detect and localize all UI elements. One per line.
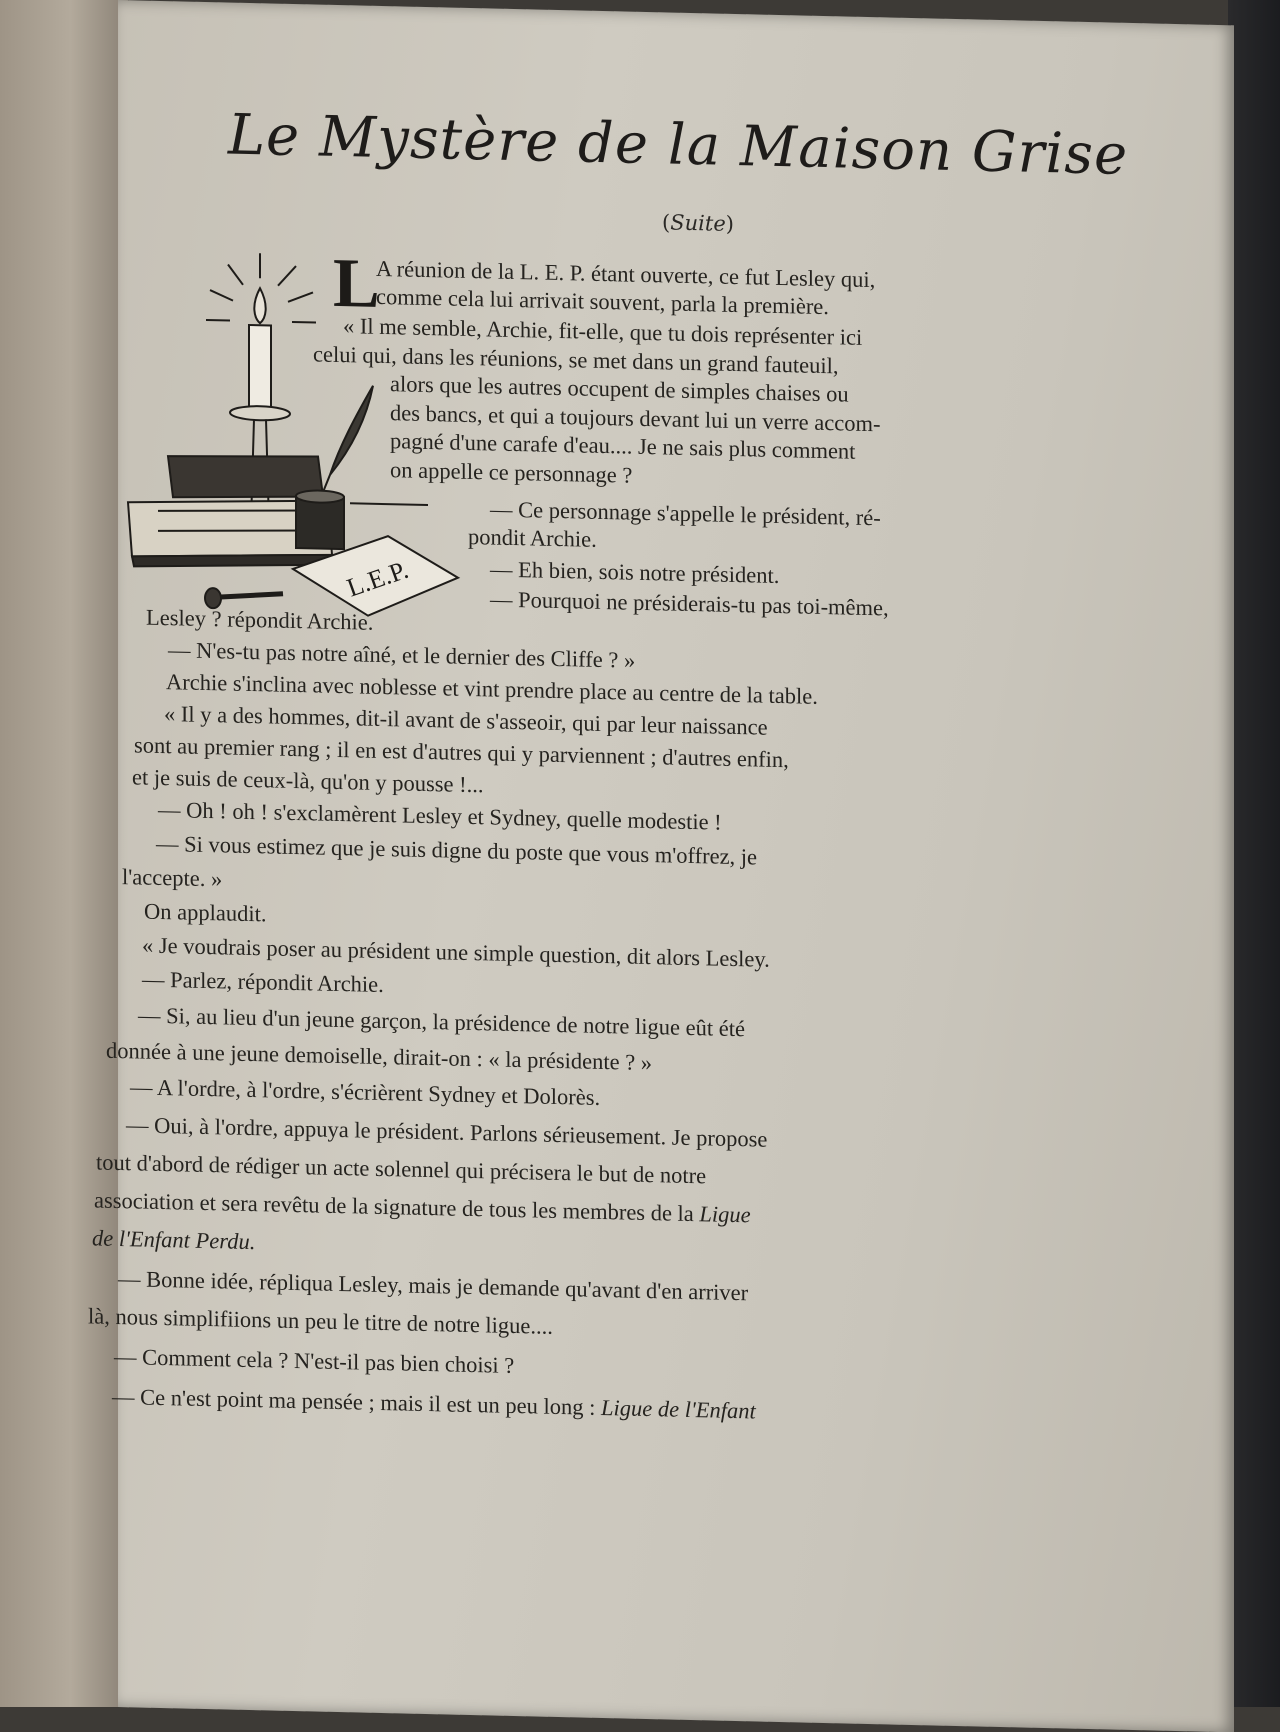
page-title: Le Mystère de la Maison Grise: [227, 102, 1129, 188]
text-line: — Si, au lieu d'un jeune garçon, la présidence de notre ligue eût été: [138, 1002, 745, 1042]
text-line: et je suis de ceux-là, qu'on y pousse !...: [132, 764, 484, 798]
text-line: — Eh bien, sois notre président.: [490, 556, 780, 589]
text-line: des bancs, et qui a toujours devant lui un verre accom-: [390, 400, 881, 437]
text-line: sont au premier rang ; il en est d'autres qui y parviennent ; d'autres enfin,: [134, 732, 789, 773]
book-gutter-left: [0, 0, 128, 1707]
text-line: A réunion de la L. E. P. étant ouverte, ce fut Lesley qui,: [376, 255, 876, 293]
text-line: celui qui, dans les réunions, se met dans un grand fauteuil,: [313, 341, 839, 379]
text-line: donnée à une jeune demoiselle, dirait-on : « la présidente ? »: [106, 1037, 653, 1076]
text-line: comme cela lui arrivait souvent, parla la première.: [376, 283, 829, 320]
drop-cap: L: [333, 244, 380, 323]
text-line: l'accepte. »: [122, 864, 223, 892]
text-line: de l'Enfant Perdu.: [92, 1225, 256, 1255]
text-line: — Ce n'est point ma pensée ; mais il est un peu long : Ligue de l'Enfant: [112, 1383, 756, 1424]
text-line: on appelle ce personnage ?: [390, 457, 633, 488]
text-line: « Il me semble, Archie, fit-elle, que tu dois représenter ici: [343, 313, 863, 350]
text-line: — N'es-tu pas notre aîné, et le dernier des Cliffe ? »: [168, 637, 636, 673]
text-line: Lesley ? répondit Archie.: [146, 604, 374, 635]
text-line: tout d'abord de rédiger un acte solennel qui précisera le but de notre: [96, 1149, 707, 1189]
text-line: — Si vous estimez que je suis digne du poste que vous m'offrez, je: [156, 830, 758, 870]
text-line: pagné d'une carafe d'eau.... Je ne sais plus comment: [390, 428, 856, 464]
text-line: — Oh ! oh ! s'exclamèrent Lesley et Sydney, quelle modestie !: [158, 796, 722, 835]
text-line: — A l'ordre, à l'ordre, s'écrièrent Sydney et Dolorès.: [130, 1074, 601, 1110]
text-line: « Je voudrais poser au président une simple question, dit alors Lesley.: [142, 932, 770, 972]
text-line: On applaudit.: [144, 898, 267, 927]
text-line: — Oui, à l'ordre, appuya le président. Parlons sérieusement. Je propose: [126, 1112, 768, 1152]
text-line: — Bonne idée, répliqua Lesley, mais je demande qu'avant d'en arriver: [118, 1266, 749, 1306]
text-line: — Parlez, répondit Archie.: [142, 966, 384, 998]
text-line: pondit Archie.: [468, 523, 597, 552]
text-line: là, nous simplifiions un peu le titre de notre ligue....: [88, 1303, 553, 1339]
background-right: [1228, 0, 1280, 1707]
text-line: association et sera revêtu de la signature de tous les membres de la Ligue: [94, 1187, 751, 1228]
text-line: — Ce personnage s'appelle le président, ré-: [490, 496, 881, 531]
text-line: — Pourquoi ne présiderais-tu pas toi-même,: [490, 586, 889, 621]
illustration-label: L.E.P.: [343, 554, 413, 603]
text-line: alors que les autres occupent de simples chaises ou: [390, 371, 849, 407]
text-line: Archie s'inclina avec noblesse et vint prendre place au centre de la table.: [166, 669, 818, 709]
text-line: « Il y a des hommes, dit-il avant de s'asseoir, qui par leur naissance: [164, 701, 768, 740]
book-page: [88, 0, 1234, 1732]
suite-label: (Suite): [662, 210, 734, 236]
text-line: — Comment cela ? N'est-il pas bien choisi ?: [114, 1343, 515, 1378]
